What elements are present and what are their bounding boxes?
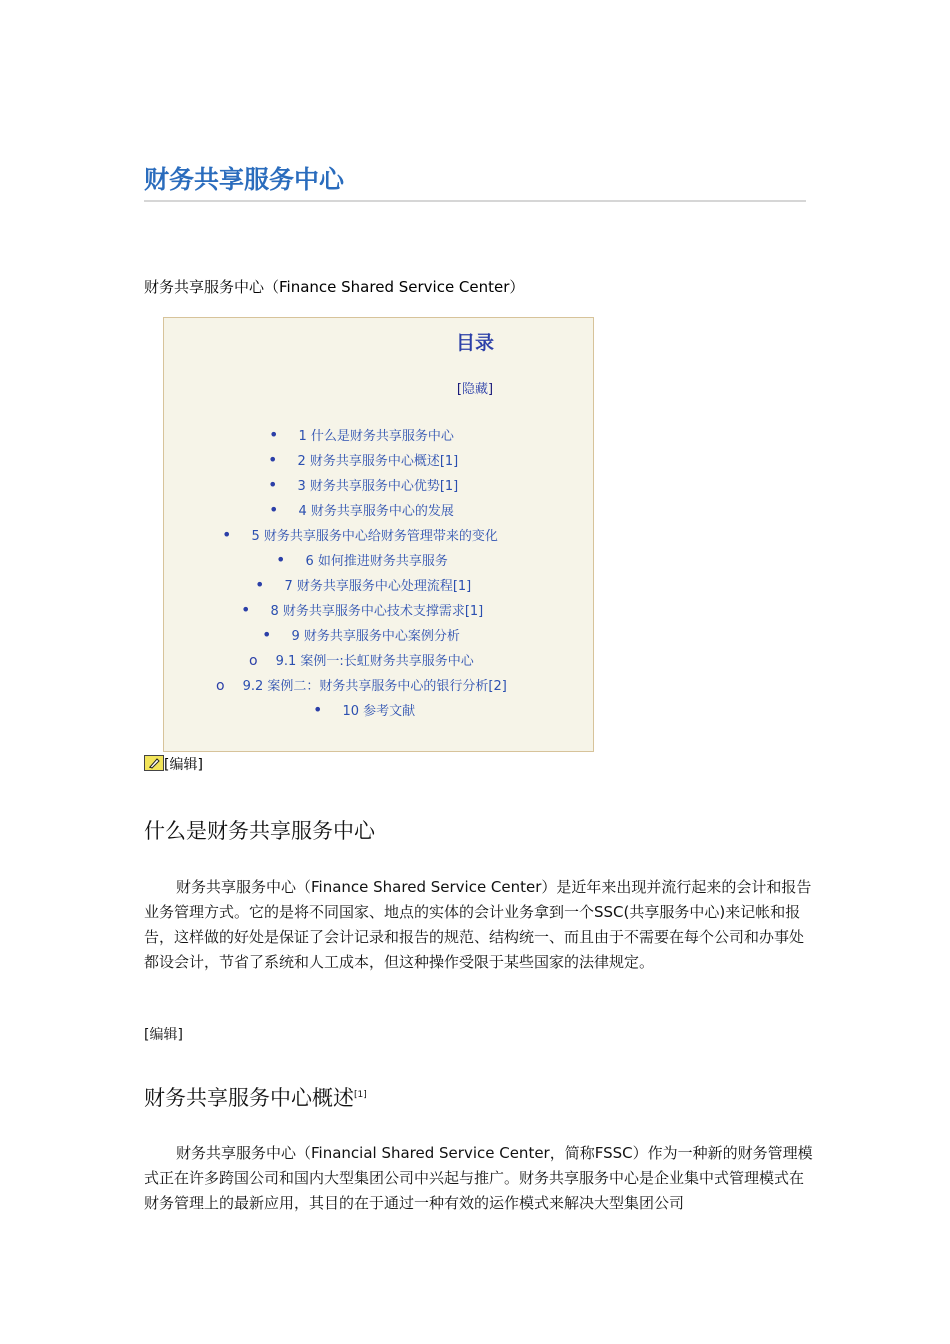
toc-item[interactable] <box>216 675 507 694</box>
toc-link[interactable]: 2 财务共享服务中心概述[1] <box>297 454 459 469</box>
toc-link[interactable]: 9.2 案例二：财务共享服务中心的银行分析[2] <box>242 679 507 694</box>
edit-row <box>144 754 203 774</box>
toc-item[interactable] <box>222 525 498 544</box>
title-divider <box>144 200 806 202</box>
toc-item[interactable] <box>241 600 483 619</box>
bullet-icon: • <box>269 500 279 519</box>
toc-item[interactable] <box>268 450 458 469</box>
subtitle: 财务共享服务中心（Finance Shared Service Center） <box>144 278 525 296</box>
toc-item[interactable] <box>313 700 415 719</box>
edit-link[interactable]: [编辑] <box>144 1027 183 1043</box>
toc-item[interactable] <box>262 625 460 644</box>
section-heading-text: 财务共享服务中心概述 <box>144 1086 354 1110</box>
toc-link[interactable]: 3 财务共享服务中心优势[1] <box>297 479 459 494</box>
bullet-icon: • <box>276 550 286 569</box>
bullet-icon: • <box>268 475 278 494</box>
toc-toggle-close-bracket: ] <box>488 382 494 397</box>
toc-item[interactable] <box>269 500 454 519</box>
bullet-icon: • <box>268 450 278 469</box>
reference-link[interactable]: [1] <box>354 1090 367 1100</box>
section-paragraph: 财务共享服务中心（Financial Shared Service Center，简称FSSC）作为一种新的财务管理模式正在许多跨国公司和国内大型集团公司中兴起与推广。财务共享服务中心是企业集中式管理模式在财务管理上的最新应用，其目的在于通过一种有效的运作模式来解决大型集团公司 <box>144 1144 813 1212</box>
page-title: 财务共享服务中心 <box>144 165 345 194</box>
toc-toggle[interactable] <box>0 378 950 397</box>
bullet-icon: • <box>222 525 232 544</box>
toc-toggle-open-bracket: [ <box>456 382 462 397</box>
toc-link[interactable]: 9.1 案例一:长虹财务共享服务中心 <box>275 654 474 669</box>
toc-item[interactable] <box>276 550 448 569</box>
bullet-icon: • <box>313 700 323 719</box>
toc-link[interactable]: 4 财务共享服务中心的发展 <box>298 504 454 519</box>
bullet-icon: • <box>262 625 272 644</box>
circle-bullet-icon: o <box>216 678 225 694</box>
toc-link[interactable]: 6 如何推进财务共享服务 <box>305 554 448 569</box>
bullet-icon: • <box>255 575 265 594</box>
edit-link[interactable]: [编辑] <box>164 757 203 773</box>
section-paragraph: 财务共享服务中心（Finance Shared Service Center）是近年来出现并流行起来的会计和报告业务管理方式。它的是将不同国家、地点的实体的会计业务拿到一个SSC(共享服务中心)来记帐和报告，这样做的好处是保证了会计记录和报告的规范、结构统一、而且由于不需要在每个公司和办事处都设会计，节省了系统和人工成本，但这种操作受限于某些国家的法律规定。 <box>144 878 812 971</box>
edit-icon[interactable] <box>144 755 164 771</box>
bullet-icon: • <box>269 425 279 444</box>
toc-link[interactable]: 10 参考文献 <box>342 704 416 719</box>
toc-hide-link[interactable]: 隐藏 <box>461 382 488 397</box>
section-heading: 什么是财务共享服务中心 <box>144 819 375 843</box>
toc-link[interactable]: 9 财务共享服务中心案例分析 <box>291 629 460 644</box>
toc-item[interactable] <box>269 425 454 444</box>
toc-item[interactable] <box>255 575 471 594</box>
section-heading <box>144 1082 367 1112</box>
toc-item[interactable] <box>268 475 458 494</box>
toc-link[interactable]: 5 财务共享服务中心给财务管理带来的变化 <box>251 529 498 544</box>
toc-heading: 目录 <box>455 332 494 354</box>
bullet-icon: • <box>241 600 251 619</box>
circle-bullet-icon: o <box>249 653 258 669</box>
toc-link[interactable]: 8 财务共享服务中心技术支撑需求[1] <box>270 604 484 619</box>
toc-link[interactable]: 7 财务共享服务中心处理流程[1] <box>284 579 472 594</box>
toc-item[interactable] <box>249 650 474 669</box>
toc-link[interactable]: 1 什么是财务共享服务中心 <box>298 429 454 444</box>
